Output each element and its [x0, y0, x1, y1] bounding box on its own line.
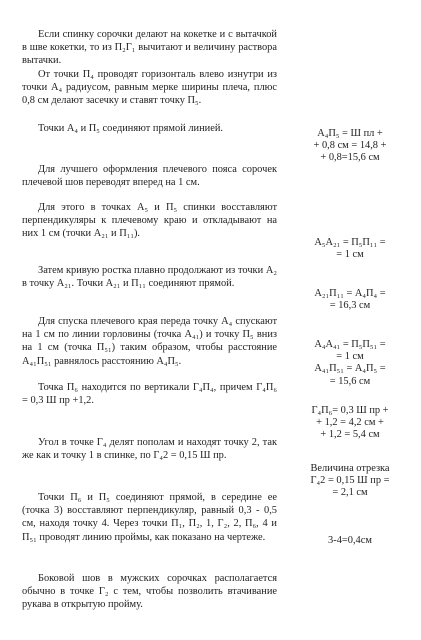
- paragraph-side-seam: Боковой шов в мужских сорочках располагается обычно в точке Г₂ с тем, чтобы позволить втачивание рукава в открытую пройму.: [22, 573, 277, 611]
- formula-a21p11: А₂₁П₁₁ = А₄П₄ = = 16,3 см: [314, 288, 386, 312]
- paragraph-angle-g4: Угол в точке Г₄ делят пополам и находят точку 2, так же как и точку 1 в спинке, по Г₄2 = 0,15 Ш пр.: [22, 437, 277, 462]
- paragraph-armhole: Точки П₆ и П₅ соединяют прямой, в середине ее (точка 3) восставляют перпендикуляр, равный 0,3 - 0,5 см, находя точку 4. Через точки П₁, П₂, 1, Г₂, 2, П₆, 4 и П₅₁ проводят линию проймы, как показано на чертеже.: [22, 492, 277, 543]
- formula-a5a21: А₅А₂₁ = П₅П₁₁ = = 1 см: [314, 237, 386, 261]
- formula-a4p5: А₄П₅ = Ш пл + + 0,8 см = 14,8 + + 0,8=15,6 см: [313, 128, 387, 164]
- paragraph-connect-a4-p5: Точки А₄ и П₅ соединяют прямой линией.: [38, 123, 223, 134]
- formula-a4a41: А₄А₄₁ = П₅П₅₁ = = 1 см А₄₁П₅₁ = А₄П₅ = = 15,6 см: [314, 339, 386, 387]
- paragraph-perpendiculars: Для этого в точках А₅ и П₅ спинки восставляют перпендикуляры к плечевому краю и откладывают на них 1 см (точки А₂₁ и П₁₁).: [22, 202, 277, 240]
- formula-3-4: 3-4=0,4см: [328, 535, 372, 546]
- paragraph-point-p6: Точка П₆ находится по вертикали Г₄П₄, причем Г₄П₆ = 0,3 Ш пр +1,2.: [22, 382, 277, 407]
- formula-g4p6: Г₄П₆= 0,3 Ш пр + + 1,2 = 4,2 см + + 1,2 = 5,4 см: [311, 405, 389, 441]
- paragraph-horizontal: От точки П₄ проводят горизонталь влево изнутри из точки А₄ радиусом, равным мерке ширины плеча, плюс 0,8 см делают засечку и ставят точку П₅.: [22, 69, 277, 107]
- paragraph-curve: Затем кривую ростка плавно продолжают из точки А₂ в точку А₂₁. Точки А₂₁ и П₁₁ соединяют прямой.: [22, 265, 277, 290]
- paragraph-yoke: Если спинку сорочки делают на кокетке и с вытачкой в шве кокетки, то из П₂Г₁ вычитают и величину раствора вытачки.: [22, 29, 277, 67]
- formula-g4-2: Величина отрезка Г₄2 = 0,15 Ш пр = = 2,1 см: [310, 463, 390, 499]
- paragraph-shoulder-belt: Для лучшего оформления плечевого пояса сорочек плечевой шов переводят вперед на 1 см.: [22, 164, 277, 189]
- paragraph-front-drop: Для спуска плечевого края переда точку А₄ спускают на 1 см по линии горловины (точка А₄₁) и точку П₅ вниз на 1 см (точка П₅₁) таким образом, чтобы расстояние А₄₁П₅₁ равнялось расстоянию А₄П₅.: [22, 316, 277, 367]
